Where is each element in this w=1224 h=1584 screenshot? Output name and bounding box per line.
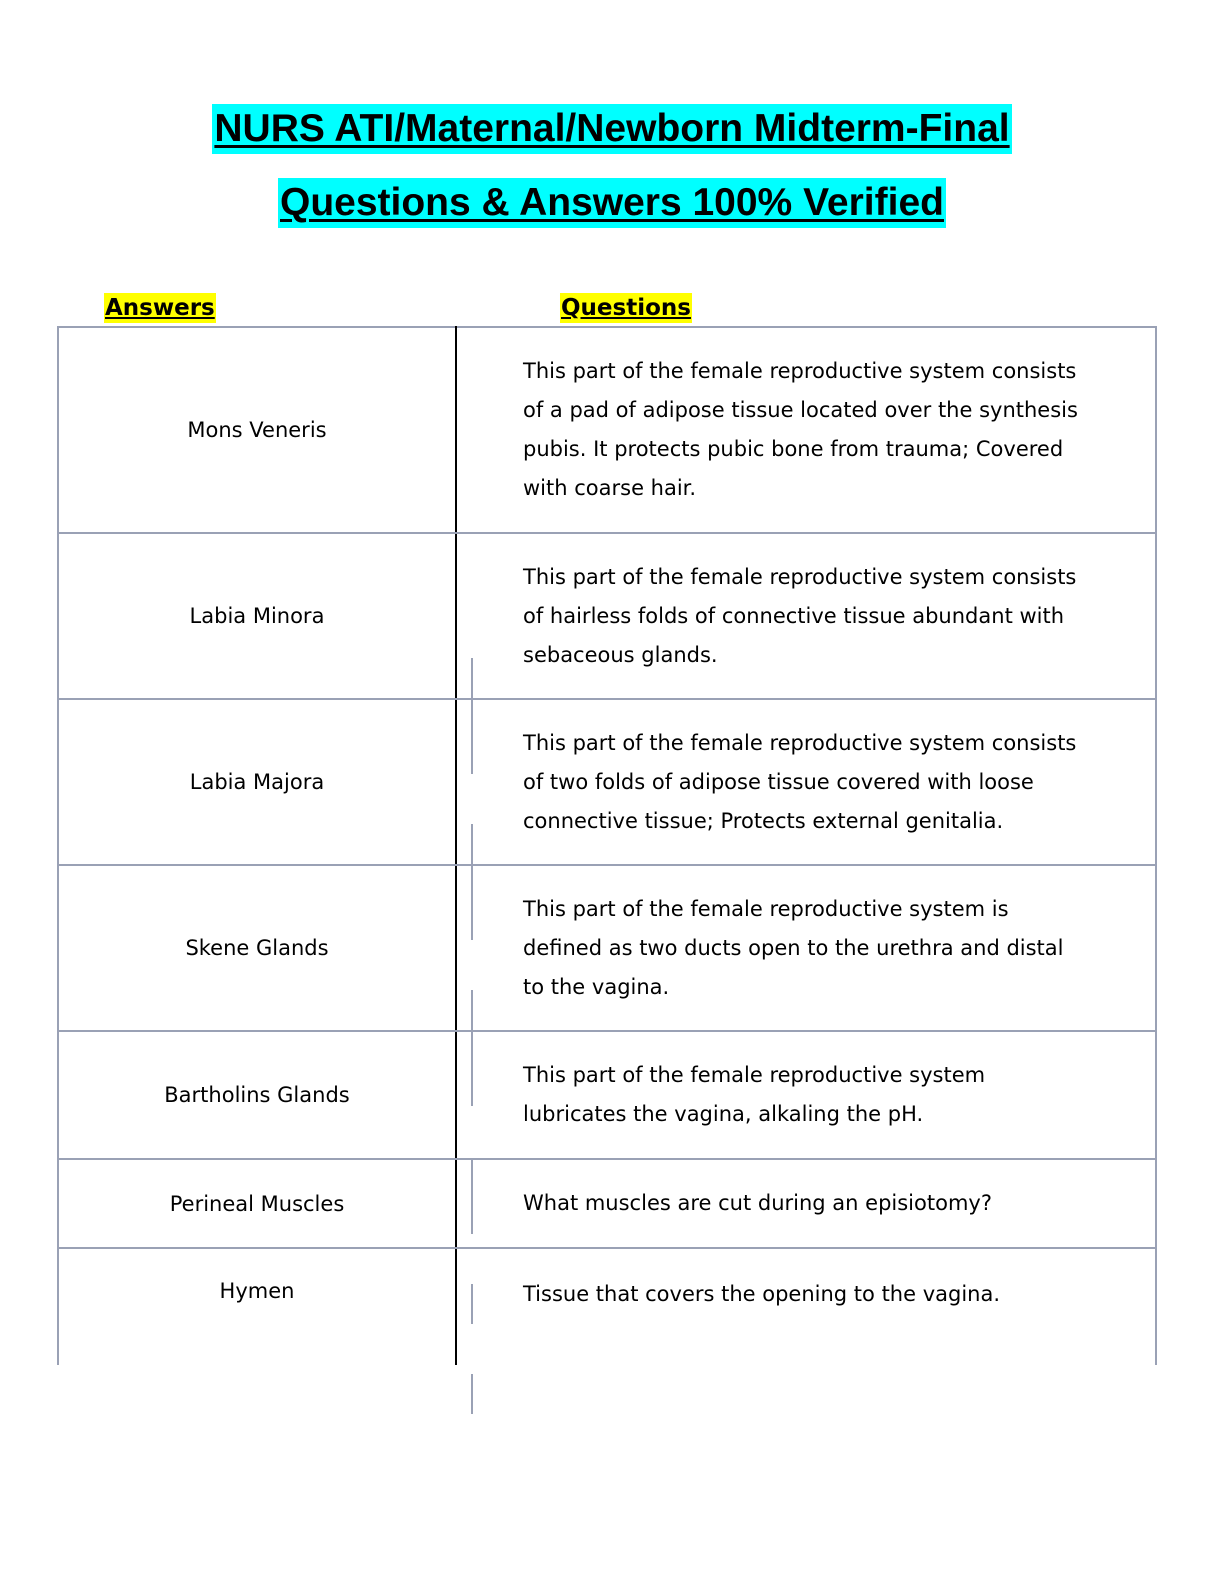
- divider-tick: [471, 866, 473, 940]
- table-row: [58, 1031, 1156, 1159]
- document-title: [0, 104, 1224, 228]
- answer-cell: Perineal Muscles: [58, 1159, 456, 1248]
- table-row: [58, 1159, 1156, 1248]
- question-cell: This part of the female reproductive system consists of hairless folds of connective tissue abundant with sebaceous glands.: [456, 533, 1156, 699]
- answer-cell: Labia Minora: [58, 533, 456, 699]
- divider-tick: [471, 1160, 473, 1234]
- divider-tick: [471, 658, 473, 698]
- qa-table: [57, 326, 1157, 1365]
- answer-cell: Skene Glands: [58, 865, 456, 1031]
- divider-tick: [471, 1374, 473, 1414]
- divider-tick: [471, 824, 473, 864]
- question-cell: Tissue that covers the opening to the vagina.: [456, 1248, 1156, 1365]
- title-line-1: NURS ATI/Maternal/Newborn Midterm-Final: [212, 104, 1011, 154]
- divider-tick: [471, 700, 473, 774]
- title-line-2: Questions & Answers 100% Verified: [278, 178, 946, 228]
- table-row: [58, 865, 1156, 1031]
- answer-cell: Mons Veneris: [58, 327, 456, 533]
- divider-tick: [471, 990, 473, 1030]
- answers-column-label: Answers: [105, 295, 215, 321]
- question-cell: This part of the female reproductive system consists of a pad of adipose tissue located over the synthesis pubis. It protects pubic bone from trauma; Covered with coarse hair.: [456, 327, 1156, 533]
- answer-cell: Bartholins Glands: [58, 1031, 456, 1159]
- table-row: [58, 327, 1156, 533]
- table-row: [58, 699, 1156, 865]
- answer-cell: Hymen: [58, 1248, 456, 1365]
- question-cell: This part of the female reproductive system is defined as two ducts open to the urethra and distal to the vagina.: [456, 865, 1156, 1031]
- question-cell: What muscles are cut during an episiotomy?: [456, 1159, 1156, 1248]
- answer-cell: Labia Majora: [58, 699, 456, 865]
- question-cell: This part of the female reproductive system consists of two folds of adipose tissue covered with loose connective tissue; Protects external genitalia.: [456, 699, 1156, 865]
- questions-column-label: Questions: [561, 295, 691, 321]
- table-row: [58, 533, 1156, 699]
- divider-tick: [471, 1032, 473, 1106]
- divider-tick: [471, 1284, 473, 1324]
- table-row: [58, 1248, 1156, 1365]
- question-cell: This part of the female reproductive system lubricates the vagina, alkaling the pH.: [456, 1031, 1156, 1159]
